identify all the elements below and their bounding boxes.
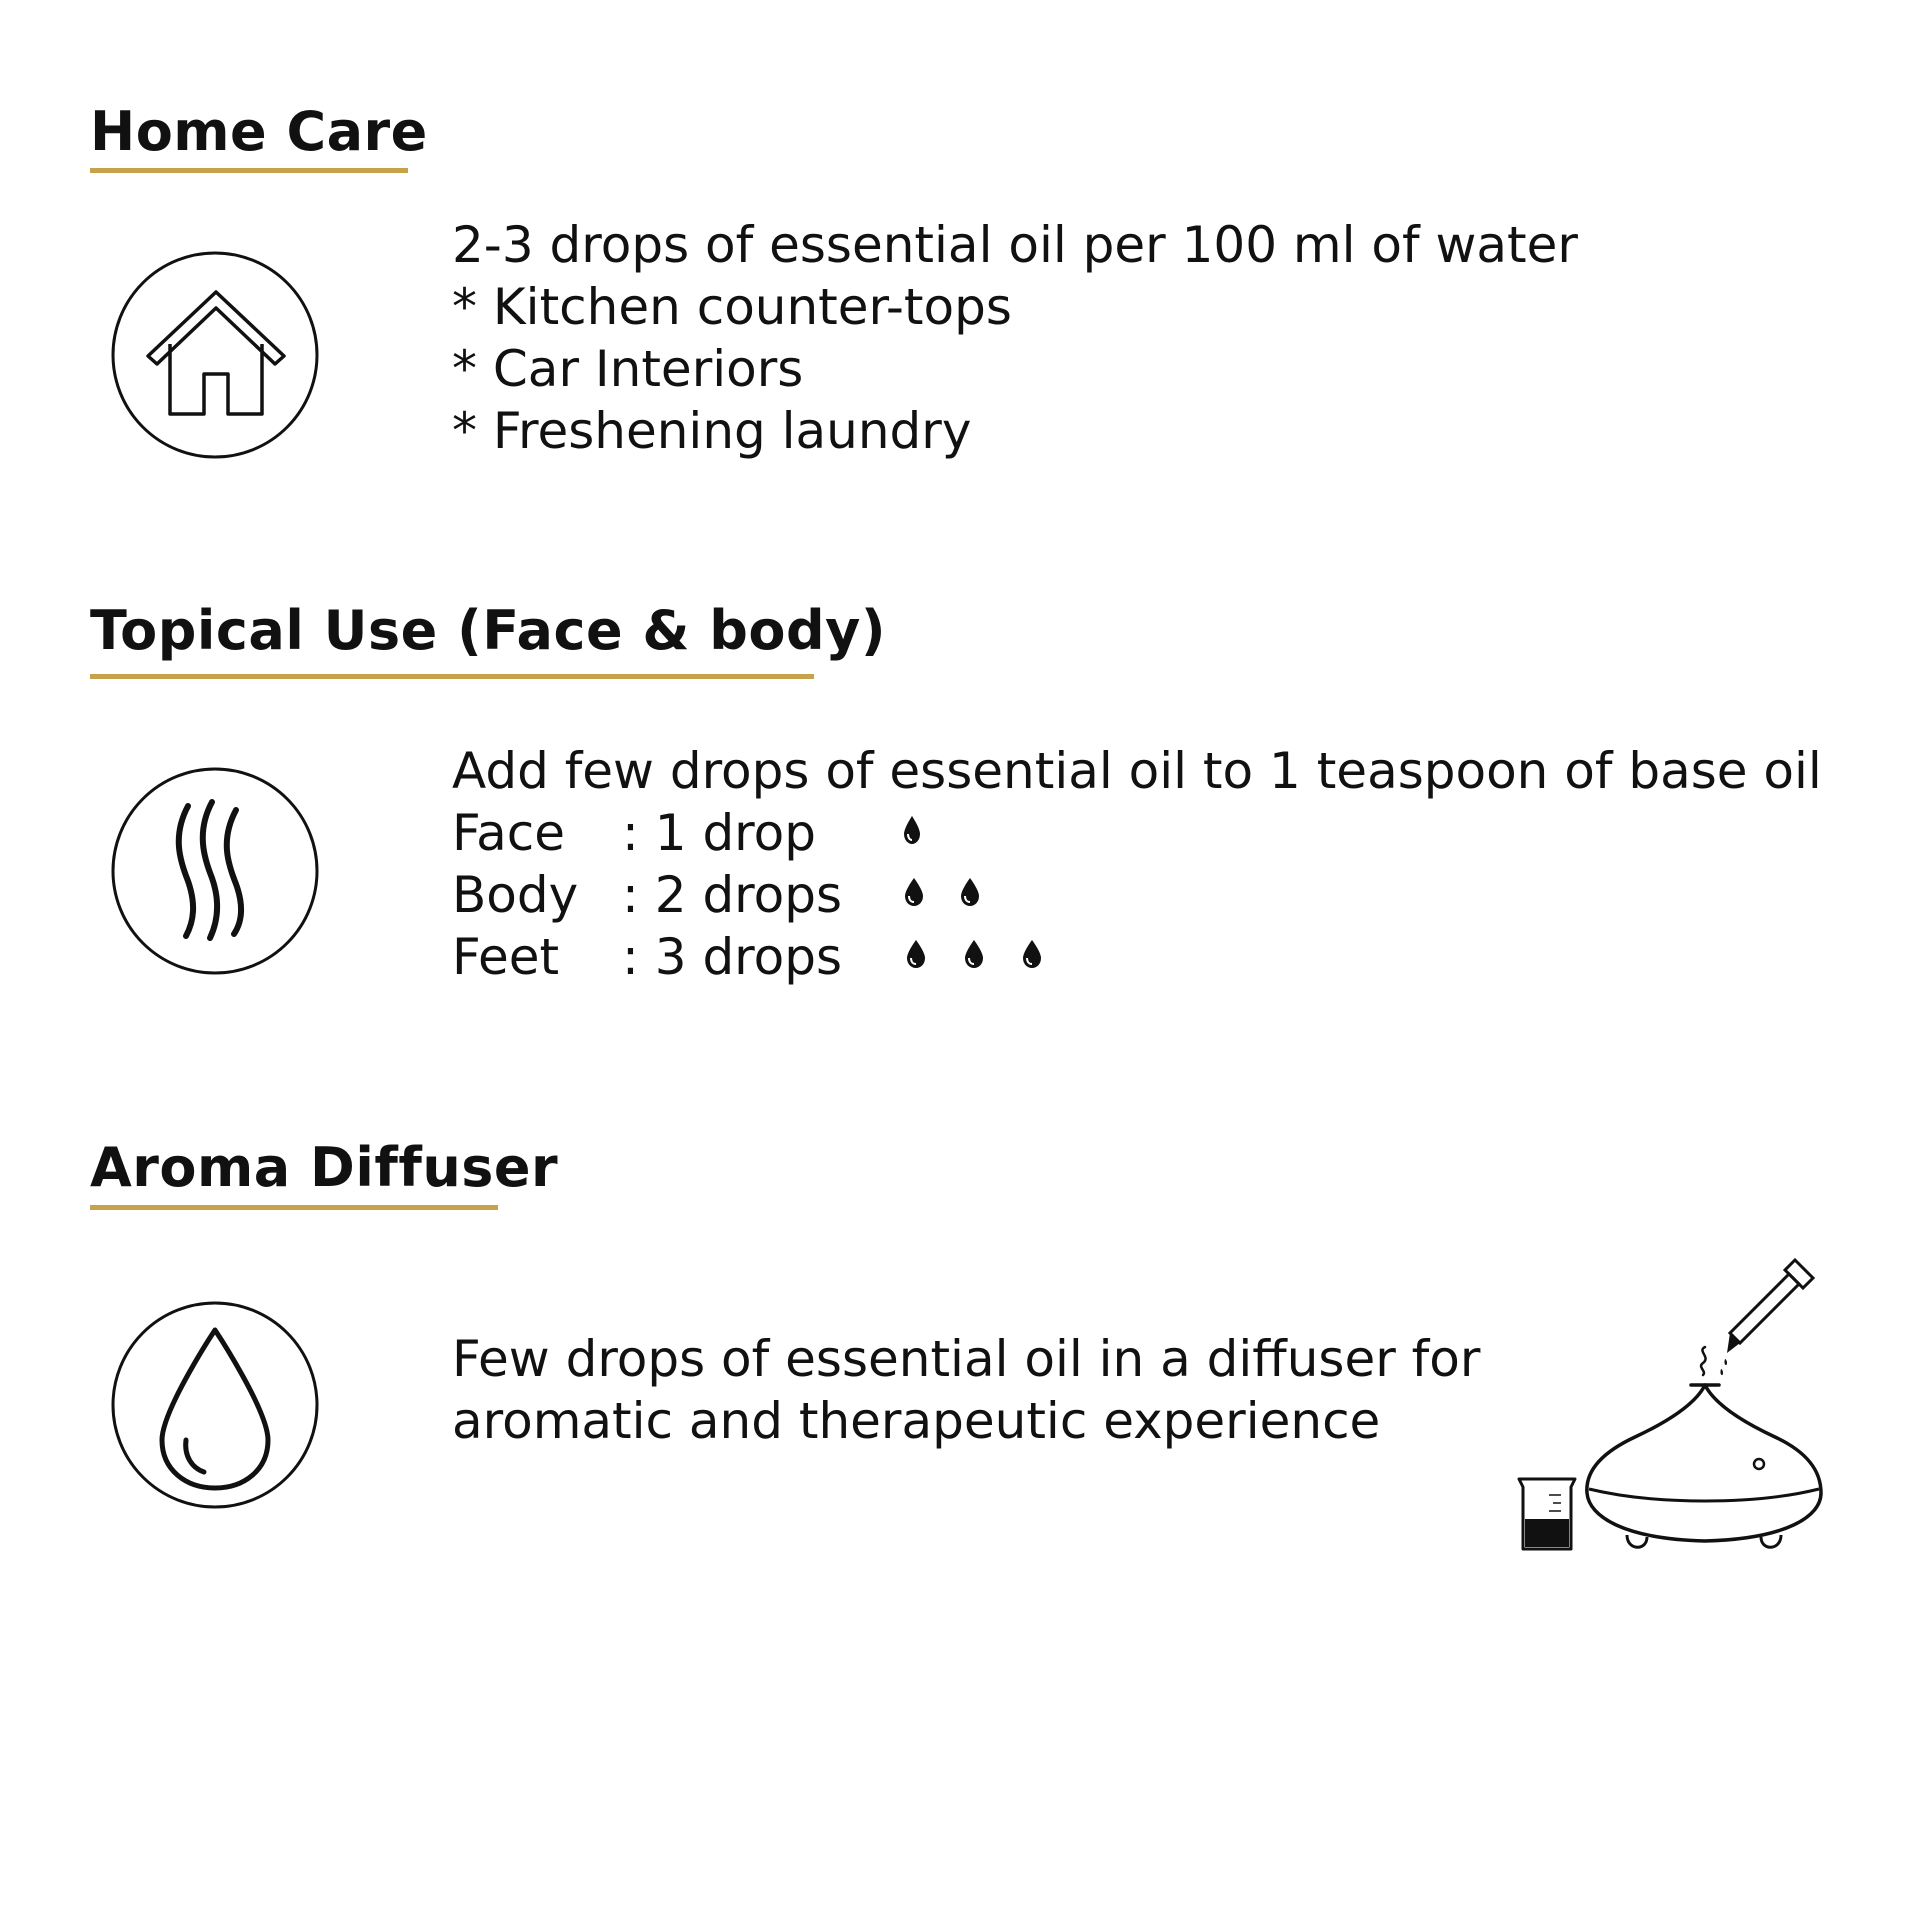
dose-label: Body — [452, 866, 579, 924]
dose-row-face — [452, 802, 1552, 864]
diffuser-line: Few drops of essential oil in a diffuser for — [452, 1330, 1481, 1388]
diffuser-line: aromatic and therapeutic experience — [452, 1392, 1381, 1450]
steam-icon — [1701, 1347, 1706, 1375]
home-care-underline — [90, 168, 408, 173]
home-care-line: 2-3 drops of essential oil per 100 ml of water — [452, 216, 1578, 274]
dose-amount: : 3 drops — [622, 928, 843, 986]
diffuser-illustration — [1515, 1255, 1825, 1555]
dose-row-feet — [452, 926, 1552, 988]
topical-intro: Add few drops of essential oil to 1 teaspoon of base oil — [452, 742, 1822, 800]
home-care-text — [452, 214, 1578, 462]
house-icon — [110, 250, 320, 460]
drops-feet — [902, 936, 1062, 976]
drops-body — [902, 874, 1002, 914]
dropper-icon — [1720, 1260, 1813, 1375]
drops-face — [902, 812, 942, 852]
home-care-line: * Car Interiors — [452, 340, 804, 398]
dose-row-body — [452, 864, 1552, 926]
topical-underline — [90, 674, 814, 679]
dose-amount: : 2 drops — [622, 866, 843, 924]
home-care-title: Home Care — [90, 100, 428, 163]
dose-label: Feet — [452, 928, 560, 986]
diffuser-text — [452, 1328, 1480, 1452]
diffuser-underline — [90, 1205, 498, 1210]
dose-amount: : 1 drop — [622, 804, 816, 862]
water-drop-icon — [110, 1300, 320, 1510]
topical-title: Topical Use (Face & body) — [90, 599, 887, 662]
beaker-icon — [1519, 1479, 1575, 1549]
home-care-line: * Kitchen counter-tops — [452, 278, 1012, 336]
aroma-wave-icon — [110, 766, 320, 976]
diffuser-title: Aroma Diffuser — [90, 1136, 559, 1199]
dose-label: Face — [452, 804, 566, 862]
diffuser-body — [1587, 1385, 1821, 1547]
home-care-line: * Freshening laundry — [452, 402, 972, 460]
